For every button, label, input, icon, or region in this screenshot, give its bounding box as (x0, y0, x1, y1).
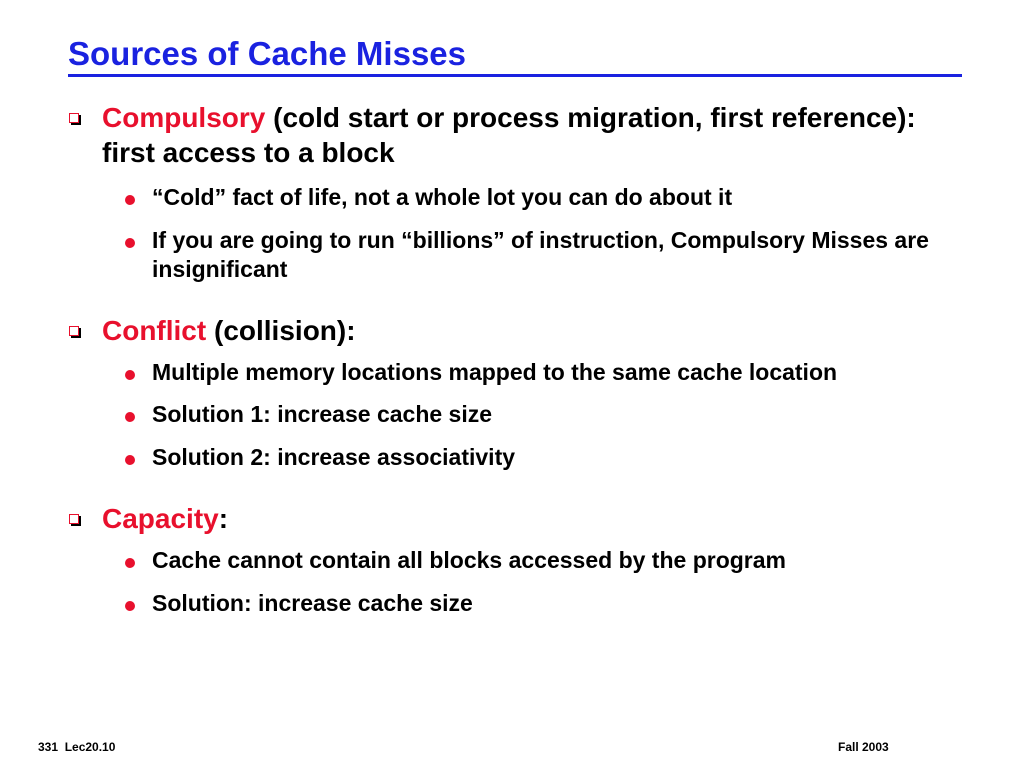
list-item (152, 183, 948, 212)
bullet-text: Solution 2: increase associativity (152, 444, 516, 470)
bullet-list (68, 183, 948, 284)
round-bullet-icon (125, 455, 135, 465)
slide-content (68, 100, 948, 618)
bullet-text: Solution 1: increase cache size (152, 401, 493, 427)
bullet-text: Solution: increase cache size (152, 590, 473, 616)
section-keyword: Compulsory (102, 102, 266, 133)
section-compulsory (68, 100, 948, 170)
bullet-text: Cache cannot contain all blocks accessed by the program (152, 547, 786, 573)
bullet-list (68, 546, 948, 618)
round-bullet-icon (125, 370, 135, 380)
round-bullet-icon (125, 601, 135, 611)
list-item (152, 358, 948, 387)
section-text: (collision): (206, 315, 356, 346)
list-item (152, 400, 948, 429)
section-conflict (68, 313, 948, 348)
round-bullet-icon (125, 238, 135, 248)
section-text: (cold start or process migration, first reference): first access to a block (102, 102, 916, 168)
section-text: : (218, 503, 229, 534)
title-underline (68, 74, 962, 77)
section-capacity (68, 501, 948, 536)
list-item (152, 546, 948, 575)
round-bullet-icon (125, 558, 135, 568)
footer-term-label: Fall 2003 (838, 740, 889, 754)
section-keyword: Conflict (102, 315, 207, 346)
bullet-list (68, 358, 948, 472)
section-keyword: Capacity (102, 503, 219, 534)
round-bullet-icon (125, 195, 135, 205)
list-item (152, 589, 948, 618)
round-bullet-icon (125, 412, 135, 422)
bullet-text: If you are going to run “billions” of instruction, Compulsory Misses are insignificant (152, 227, 929, 282)
footer-course-label: 331 Lec20.10 (38, 740, 116, 754)
square-bullet-icon (69, 514, 79, 524)
square-bullet-icon (69, 113, 79, 123)
list-item (152, 443, 948, 472)
bullet-text: “Cold” fact of life, not a whole lot you can do about it (152, 184, 733, 210)
square-bullet-icon (69, 326, 79, 336)
bullet-text: Multiple memory locations mapped to the same cache location (152, 359, 838, 385)
slide-title: Sources of Cache Misses (68, 35, 466, 72)
list-item (152, 226, 948, 284)
